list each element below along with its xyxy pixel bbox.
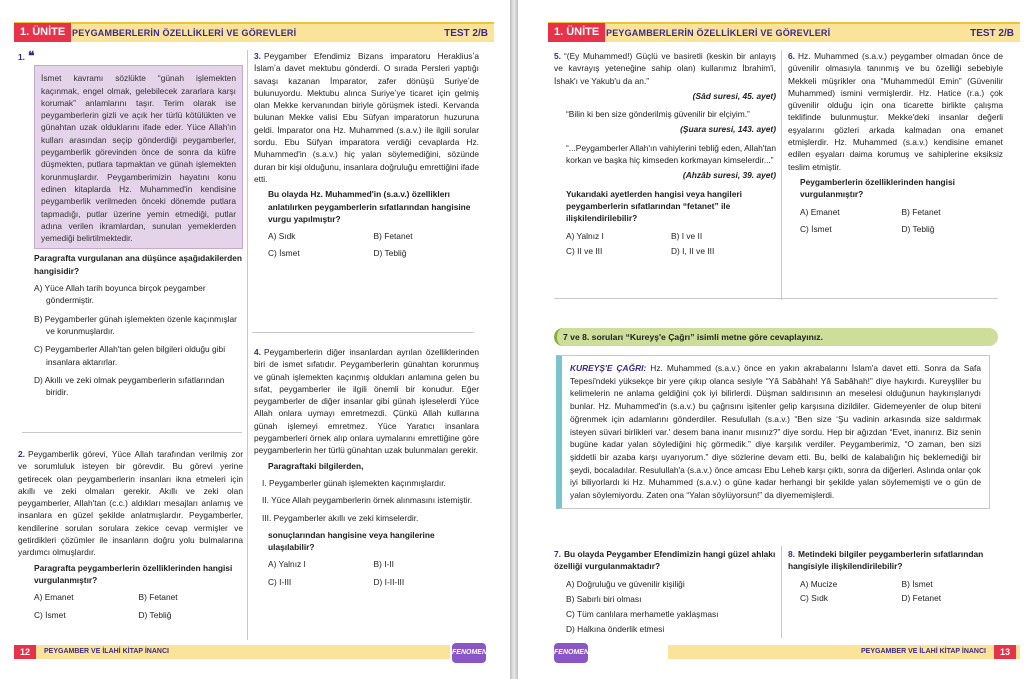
right-column-2 xyxy=(788,50,1003,235)
right-page xyxy=(518,0,1028,679)
option-d[interactable]: D) I, II ve III xyxy=(671,245,715,256)
option-d[interactable]: D) Tebliğ xyxy=(138,609,172,620)
quote-icon: ❝ xyxy=(28,49,35,63)
question-7 xyxy=(554,548,776,636)
question-number: 8. xyxy=(788,549,795,559)
question-3-options xyxy=(268,230,479,260)
question-5-prompt: Yukarıdaki ayetlerden hangisi veya hangileri peygamberlerin sıfatlarından “fetanet” ile ilişkilendirilebilir? xyxy=(566,188,742,224)
question-7-prompt: Bu olayda Peygamber Efendimizin hangi güzel ahlakı özelliği vurgulanmaktadır? xyxy=(554,549,776,572)
question-3-passage: Peygamber Efendimiz Bizans imparatoru Herakliusʼa İslamʼa davet mektubu gönderdi. O sırada Persleri yaptığı savaşı kazanan İmparator, zafer dönüşü Suriyeʼde bulunuyordu. Mektubu alınca Suriyeʼye ticaret için gelmiş olan Mekke kervanından biriyle görüşmek istedi. Kervanda bulunan Mekke valisi Ebu Süfyan imparatorun huzuruna geldi. İmparator ona Hz. Muhammed (s.a.v.) ile ilgili sorular sordu. Ebu Süfyan imparatora verdiği cevaplarda Hz. Muhammed'in (s.a.v.) hiç yalan söylemediğini, sözünde duran bir kişi olduğunu, insanlara doğruluğu emrettiğini ifade etti. xyxy=(254,51,479,184)
question-2-prompt: Paragrafta peygamberlerin özelliklerinden hangisi vurgulanmıştır? xyxy=(34,562,233,585)
option-a[interactable]: A) Emanet xyxy=(34,592,74,603)
question-3 xyxy=(254,50,479,260)
right-footer xyxy=(668,645,1020,659)
footer-title: PEYGAMBER VE İLAHİ KİTAP İNANCI xyxy=(44,648,169,655)
option-d[interactable]: D) Tebliğ xyxy=(373,248,407,259)
option-d[interactable]: D) Fetanet xyxy=(901,592,942,603)
question-5-options xyxy=(566,230,776,258)
option-c[interactable]: C) Tüm canlılara merhametle yaklaşması xyxy=(566,609,719,620)
left-header-bar xyxy=(14,22,494,42)
question-1-options xyxy=(34,282,243,398)
question-number: 7. xyxy=(554,549,561,559)
verse-1: “(Ey Muhammed!) Güçlü ve basiretli (keskin bir anlayış ve kavrayış yeteneğine sahip olan) kullarımız İbrahim'i, İshak'ı ve Yakub'u da an.” xyxy=(554,51,776,86)
section-divider xyxy=(554,298,998,299)
option-b[interactable]: B) Peygamberler günah işlemekten özenle kaçınmışlar ve korunmuşlardır. xyxy=(34,313,237,336)
question-6-passage: Hz. Muhammed (s.a.v.) peygamber olmadan önce de güvenilir olmasıyla tanınmış ve bu özelliği sebebiyle Mekkeli müşrikler ona “Muhammedül Emin” (Güvenilir Muhammed) ismini vermişlerdir. Hz. Hatice (r.a.) çok güvenilir olduğu için ona ticarette birlikte çalışma teklifinde bulunmuştur. Mekke'deki insanlar değerli eşyalarını gözleri arkada kalmadan ona emanet etmişlerdir. Hz. Muhammed (s.a.v.) kendisine emanet edilen eşyaları daima korumuş ve sahiplerine eksiksiz teslim etmiştir. xyxy=(788,51,1003,172)
right-column-q7 xyxy=(554,548,776,639)
question-number: 6. xyxy=(788,51,795,61)
option-d[interactable]: D) Akıllı ve zeki olmak peygamberlerin sıfatlarından biridir. xyxy=(34,374,225,398)
question-4-intro: Paragraftaki bilgilerden, xyxy=(268,460,364,471)
footer-title: PEYGAMBER VE İLAHİ KİTAP İNANCI xyxy=(861,648,986,655)
statement-1: I. Peygamberler günah işlemekten kaçınmışlardır. xyxy=(262,477,446,488)
story-title: KUREYŞ'E ÇAĞRI: xyxy=(570,363,647,373)
right-column-q8 xyxy=(788,548,1003,604)
verse-3: “...Peygamberler Allah'ın vahiylerini tebliğ eden, Allah'tan korkan ve başka hiç kimseden korkmayan kimselerdir...” xyxy=(566,142,776,166)
verse-2-source: (Şuara suresi, 143. ayet) xyxy=(680,124,776,135)
right-header-bar xyxy=(548,22,1020,42)
option-c[interactable]: C) II ve III xyxy=(566,245,603,256)
question-4-prompt: sonuçlarından hangisine veya hangilerine ulaşılabilir? xyxy=(268,529,435,553)
verse-1-source: (Sâd suresi, 45. ayet) xyxy=(692,90,776,101)
left-column-2 xyxy=(254,50,479,260)
book-gutter xyxy=(510,0,518,679)
question-number: 1. xyxy=(18,52,25,62)
question-number: 2. xyxy=(18,449,25,459)
option-b[interactable]: B) Fetanet xyxy=(373,231,413,242)
question-number: 3. xyxy=(254,51,261,61)
left-page xyxy=(0,0,510,679)
option-b[interactable]: B) Fetanet xyxy=(138,592,178,603)
left-column-1-q2 xyxy=(18,448,243,621)
right-column-1 xyxy=(554,50,776,257)
option-c[interactable]: C) İsmet xyxy=(268,248,300,259)
unit-title: PEYGAMBERLERİN ÖZELLİKLERİ VE GÖREVLERİ xyxy=(72,28,297,38)
option-b[interactable]: B) Fetanet xyxy=(901,206,941,217)
publisher-logo: FENOMEN xyxy=(452,643,486,663)
left-footer xyxy=(14,645,450,659)
option-a[interactable]: A) Yalnız I xyxy=(566,230,604,241)
question-4-statements xyxy=(254,477,479,524)
statement-2: II. Yüce Allah peygamberlerin örnek alınmasını istemiştir. xyxy=(262,495,473,506)
unit-title: PEYGAMBERLERİN ÖZELLİKLERİ VE GÖREVLERİ xyxy=(606,28,831,38)
question-1-passage: İsmet kavramı sözlükte “günah işlemekten kaçınmak, engel olmak, gelebilecek zararlara karşı korumak” anlamlarını taşır. Terim olarak ise peygamberlerin gizli ve açık her türlü kötülükten ve günahtan uzak olduklarını ifade eder. Yüce Allah'ın kulları arasından seçip gönderdiği peygamberler, peygamberlik görevinden önce de sonra da küfre düşmekten, putlara tapmaktan ve günah işlemekten korunmuşlardır. Peygamberimizin hayatını konu edinen kitaplarda Hz. Muhammed'in kendisine peygamberlik verilmeden önceki dönemde putlara tapmadığı, putlar üzerine yemin etmediği, putlar adına verilen ikramlardan, sunulan yemeklerden yemediği belirtilmektedir. xyxy=(34,65,243,249)
option-b[interactable]: B) I-II xyxy=(373,559,394,570)
page-number: 13 xyxy=(994,645,1016,659)
question-7-options xyxy=(566,578,776,636)
question-6 xyxy=(788,50,1003,235)
unit-badge: 1. ÜNİTE xyxy=(14,23,71,42)
left-column-2-q4 xyxy=(254,346,479,588)
story-box xyxy=(556,355,990,509)
question-number: 5. xyxy=(554,51,561,61)
question-5 xyxy=(554,50,776,257)
question-4-options xyxy=(268,558,479,588)
unit-badge: 1. ÜNİTE xyxy=(548,23,605,42)
verse-2: “Bilin ki ben size gönderilmiş güvenilir bir elçiyim.” xyxy=(566,109,750,120)
option-d[interactable]: D) Tebliğ xyxy=(901,223,935,234)
question-2-options xyxy=(34,591,243,621)
question-1 xyxy=(18,50,243,398)
option-a[interactable]: A) Yüce Allah tarih boyunca birçok peygamber göndermiştir. xyxy=(34,283,206,306)
option-c[interactable]: C) I-III xyxy=(268,576,292,587)
option-d[interactable]: D) I-II-III xyxy=(373,576,405,587)
option-b[interactable]: B) Sabırlı biri olması xyxy=(566,593,642,604)
question-divider xyxy=(252,332,474,333)
question-2-passage: Peygamberlik görevi, Yüce Allah tarafından verilmiş zor ve sorumluluk isteyen bir görevdir. Bu görevi yerine getirecek olan peygamberlerin insanları ikna etmeleri için akıllı ve zeki olmaları gerekir. Akıllı ve zeki olan peygamberler, Allah'tan (c.c.) aldıkları mesajları anlamış ve insanlara en güzel şekilde anlatmışlardır. Peygamberler, kendilerine sorulan sorulara zekice cevap vermişler ve getirdikleri çözümler ile insanların doğru yolu bulmalarına yardımcı olmuşlardır. xyxy=(18,449,243,558)
option-c[interactable]: C) İsmet xyxy=(800,223,832,234)
option-a[interactable]: A) Sıdk xyxy=(268,231,296,242)
left-column-1 xyxy=(18,50,243,404)
question-number: 4. xyxy=(254,347,261,357)
question-8-options xyxy=(800,578,1003,605)
question-6-options xyxy=(800,206,1003,236)
option-a[interactable]: A) Emanet xyxy=(800,206,840,217)
test-label: TEST 2/B xyxy=(970,28,1014,39)
page-number: 12 xyxy=(14,645,36,659)
column-divider xyxy=(781,50,782,300)
question-1-prompt: Paragrafta vurgulanan ana düşünce aşağıdakilerden hangisidir? xyxy=(34,253,243,276)
option-c[interactable]: C) İsmet xyxy=(34,609,66,620)
instruction-banner: 7 ve 8. soruları “Kureyş'e Çağrı” isimli metne göre cevaplayınız. xyxy=(554,328,998,346)
option-a[interactable]: A) Doğruluğu ve güvenilir kişiliği xyxy=(566,578,685,589)
option-a[interactable]: A) Yalnız I xyxy=(268,559,306,570)
question-8 xyxy=(788,548,1003,604)
question-2 xyxy=(18,448,243,621)
option-b[interactable]: B) I ve II xyxy=(671,230,703,241)
question-divider xyxy=(22,432,242,433)
verse-3-source: (Ahzâb suresi, 39. ayet) xyxy=(682,170,776,181)
statement-3: III. Peygamberler akıllı ve zeki kimselerdir. xyxy=(262,512,419,523)
question-8-prompt: Metindeki bilgiler peygamberlerin sıfatlarından hangisiyle ilişkilendirilebilir? xyxy=(788,549,984,572)
story-text: Hz. Muhammed (s.a.v.) önce en yakın akrabalarını İslam'a davet etti. Sonra da Safa Tepesi'ndeki yüksekçe bir yere çıkıp olanca sesiyle “Yâ Sabâhah! Yâ Sabâhah!” diye haykırdı. Kureyşliler bu kelimelerin ne anlama geldiğini çok iyi bilirlerdi. Düşman saldırısının an meselesi olduğunun haykırışlarıydı bunlar. Hz. Muhammed'in (s.a.v.) bu çağrısını işitenler gelip karşısına dizildiler. Gidemeyenler de olup biteni öğrenmek için adamlarını gönderdiler. Resulullah (s.a.v.) “Ben size ‘Şu vadinin arkasında size saldırmak isteyen süvari birlikleri var.' desem bana inanır mısınız?” diye sordu. Hep bir ağızdan “Evet, inanırız. Biz senin bugüne kadar yalan söylediğini hiç görmedik.” diye karşılık verdiler. Peygamberimiz, “O zaman, ben sizi şiddetli bir azaba karşı uyarıyorum.” diye sözlerine devam etti. Bu, belki de kalabalığın hiç beklemediği bir şeydi, bocaladılar. Resulullah'a (s.a.v.) önce amcası Ebu Leheb karşı çıktı, sonra da diğerleri. Aslında onlar çok iyi biliyorlardı ki Hz. Muhammed (s.a.v.) o güne kadar herhangi bir şekilde yalan söylememişti ve o gün de yalan söylemiyordu. Zaten ona “Yalan söylüyorsun!” da diyememişlerdi. xyxy=(570,363,981,501)
column-divider xyxy=(781,546,782,638)
question-4-passage: Peygamberlerin diğer insanlardan ayrılan özelliklerinden biri de ismet sıfatıdır. Peygamberlerin günahtan korunmuş ve günah işlemekten kaçınmış oldukları anlamına gelen bu sıfat, peygamberler ile ilgili önemli bir konudur. Eğer peygamberler de diğer insanlar gibi günah işleselerdi Yüce Allah onlara uymayı emretmezdi. Çünkü Allah kullarına günah işlemeyi emretmez. Yüce Yaratıcı insanlara peygamberleri örnek alıp onlara uymalarını emrettiğine göre peygamberlerin her türlü günahtan uzak bulunmaları gerekir. xyxy=(254,347,479,456)
question-6-prompt: Peygamberlerin özelliklerinden hangisi vurgulanmıştır? xyxy=(800,176,955,200)
publisher-logo: FENOMEN xyxy=(554,643,588,663)
option-d[interactable]: D) Halkına önderlik etmesi xyxy=(566,624,665,635)
test-label: TEST 2/B xyxy=(444,28,488,39)
option-a[interactable]: A) Mucize xyxy=(800,578,838,589)
question-3-prompt: Bu olayda Hz. Muhammed'in (s.a.v.) özelliklerı anlatılırken peygamberlerin sıfatlarından hangisine vurgu yapılmıştır? xyxy=(268,189,471,224)
option-c[interactable]: C) Sıdk xyxy=(800,592,828,603)
question-4 xyxy=(254,346,479,588)
option-b[interactable]: B) İsmet xyxy=(901,578,933,589)
column-divider xyxy=(247,50,248,640)
option-c[interactable]: C) Peygamberler Allah'tan gelen bilgileri olduğu gibi insanlara aktarırlar. xyxy=(34,344,226,367)
